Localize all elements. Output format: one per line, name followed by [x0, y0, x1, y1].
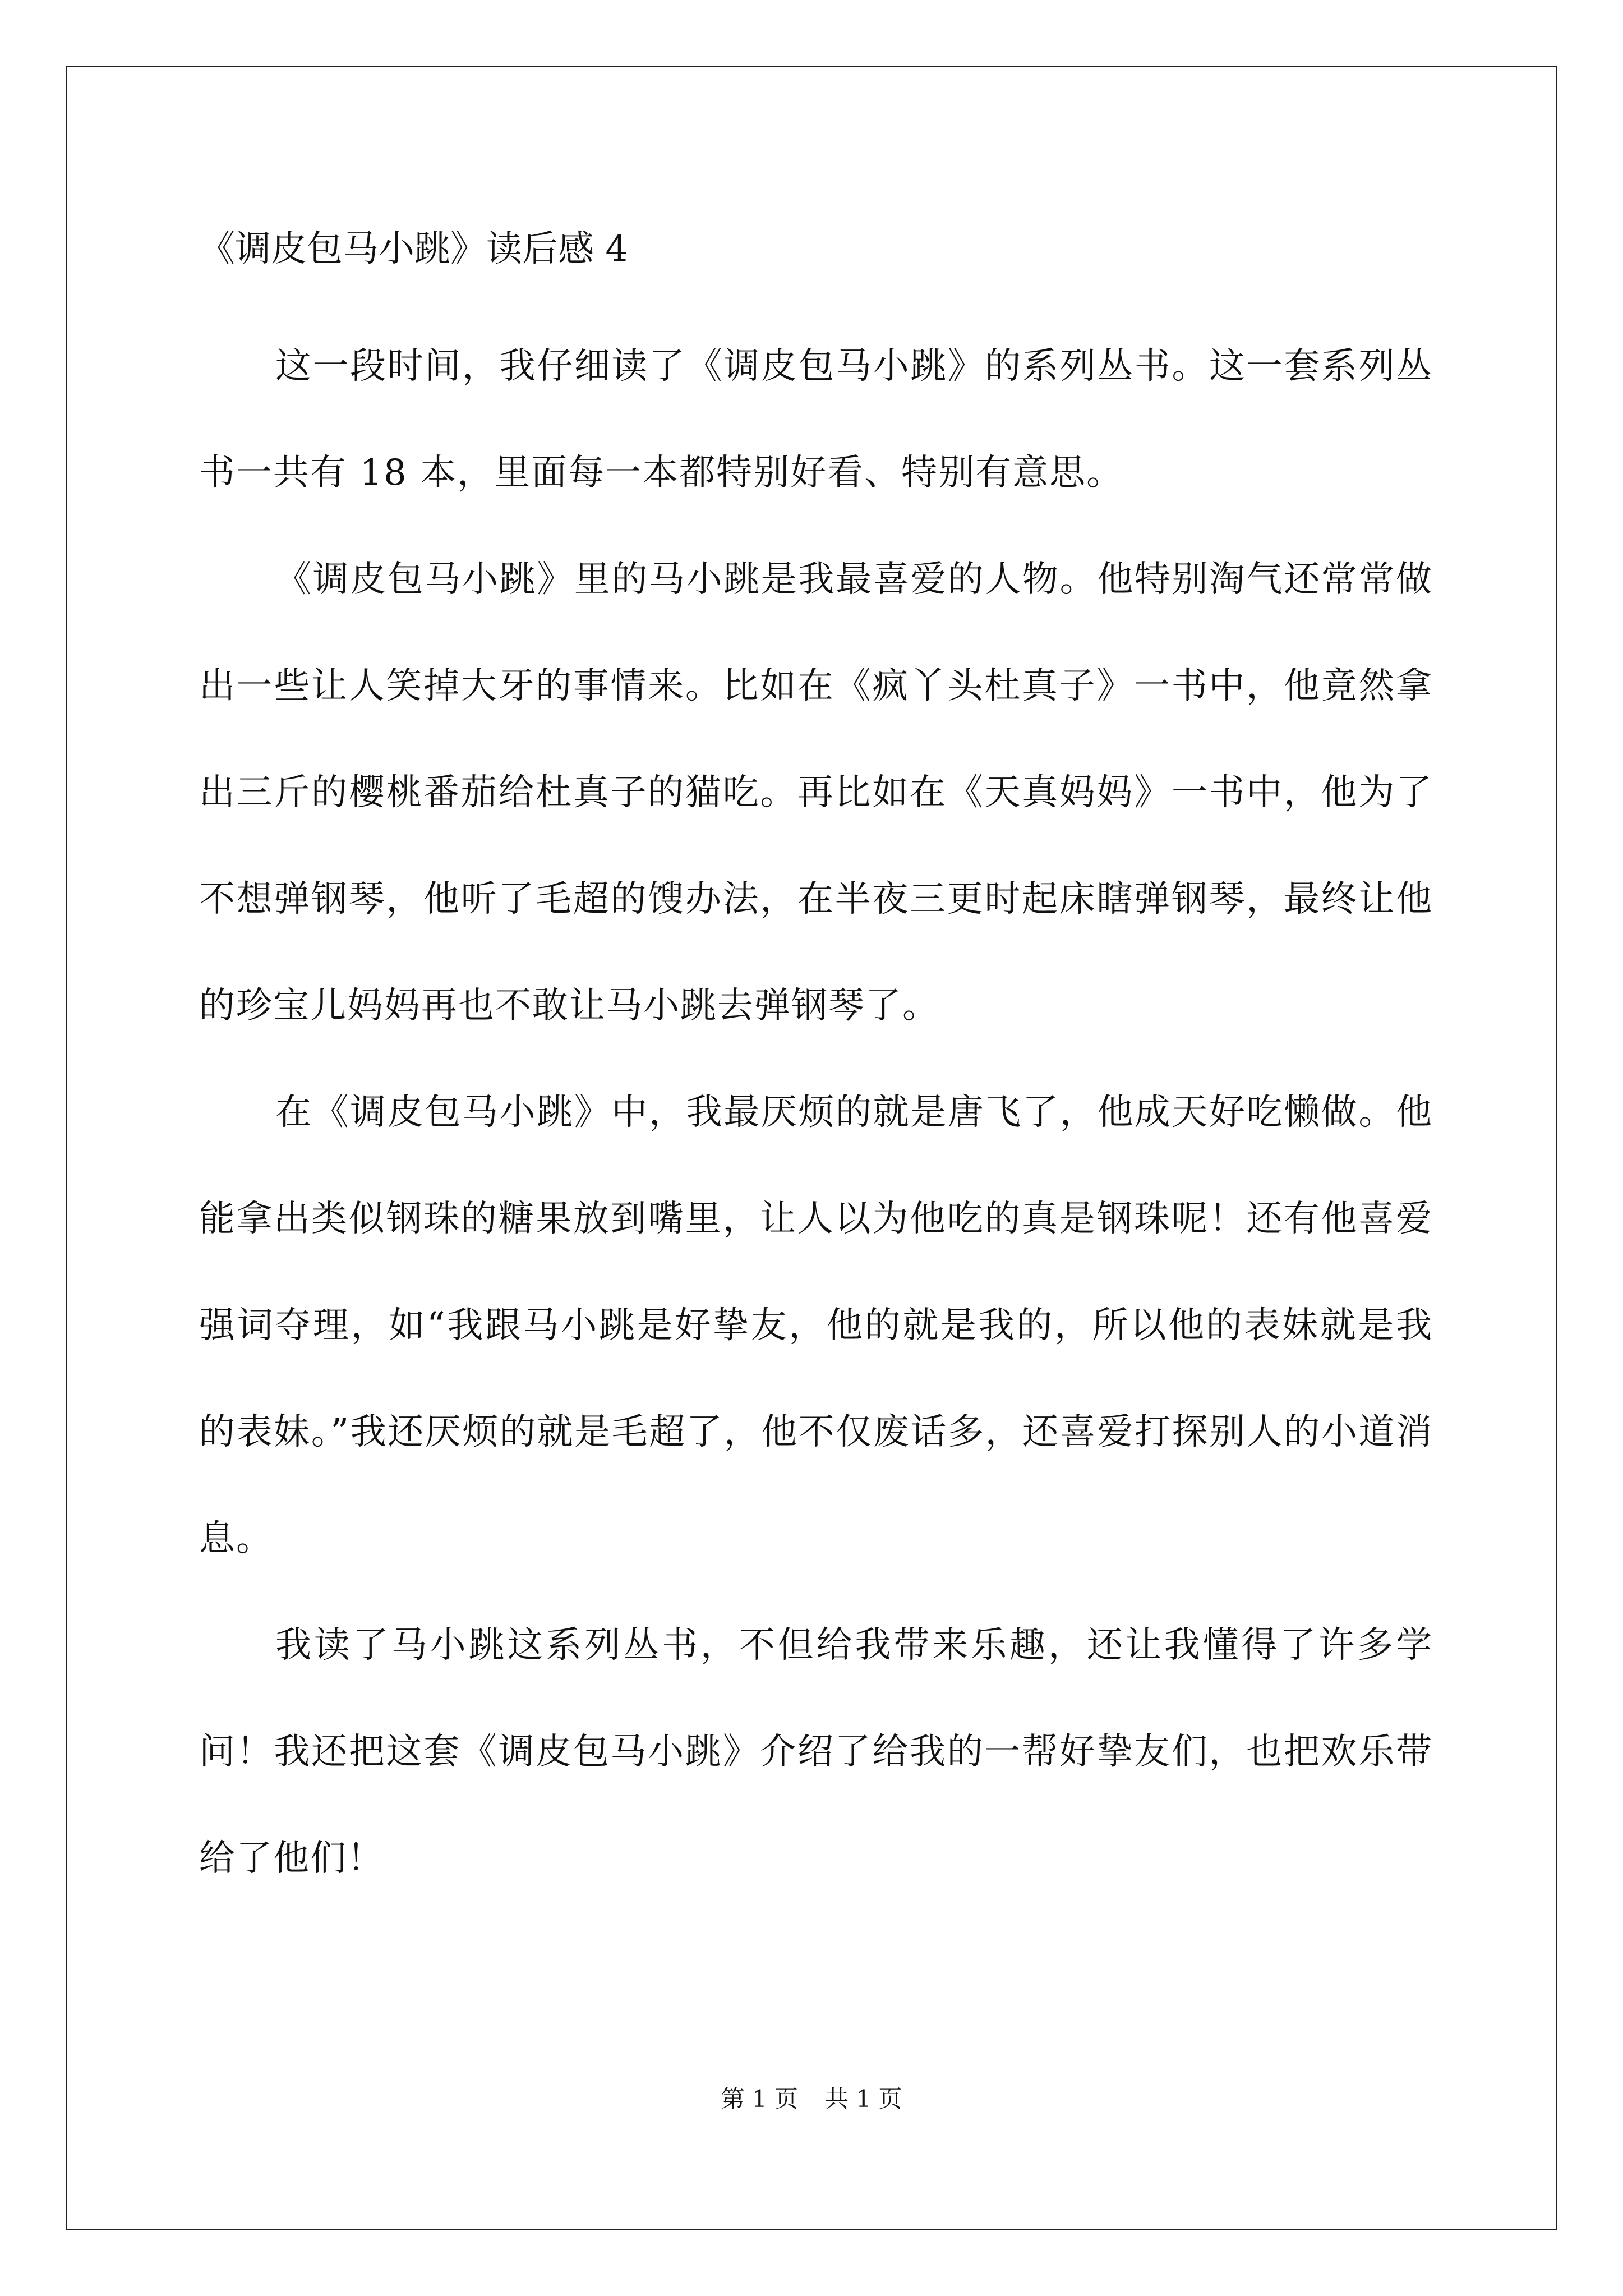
page-number: 第 1 页 — [721, 2085, 798, 2113]
page-total: 共 1 页 — [825, 2085, 902, 2113]
paragraph-3: 在《调皮包马小跳》中，我最厌烦的就是唐飞了，他成天好吃懒做。他能拿出类似钢珠的糖果放到嘴里，让人以为他吃的真是钢珠呢！还有他喜爱强词夺理，如“我跟马小跳是好挚友，他的就是我的，所以他的表妹就是我的表妹。”我还厌烦的就是毛超了，他不仅废话多，还喜爱打探别人的小道消息。 — [199, 1092, 1433, 1559]
paragraph-1: 这一段时间，我仔细读了《调皮包马小跳》的系列丛书。这一套系列丛书一共有 18 本，里面每一本都特别好看、特别有意思。 — [199, 346, 1433, 494]
paragraph-4: 我读了马小跳这系列丛书，不但给我带来乐趣，还让我懂得了许多学问！我还把这套《调皮包马小跳》介绍了给我的一帮好挚友们，也把欢乐带给了他们！ — [199, 1625, 1433, 1879]
paragraph-2: 《调皮包马小跳》里的马小跳是我最喜爱的人物。他特别淘气还常常做出一些让人笑掉大牙的事情来。比如在《疯丫头杜真子》一书中，他竟然拿出三斤的樱桃番茄给杜真子的猫吃。再比如在《天真妈妈》一书中，他为了不想弹钢琴，他听了毛超的馊办法，在半夜三更时起床瞎弹钢琴，最终让他的珍宝儿妈妈再也不敢让马小跳去弹钢琴了。 — [199, 559, 1433, 1027]
document-body — [199, 213, 1433, 1912]
document-title: 《调皮包马小跳》读后感 4 — [199, 228, 629, 270]
page-footer — [0, 2082, 1623, 2116]
